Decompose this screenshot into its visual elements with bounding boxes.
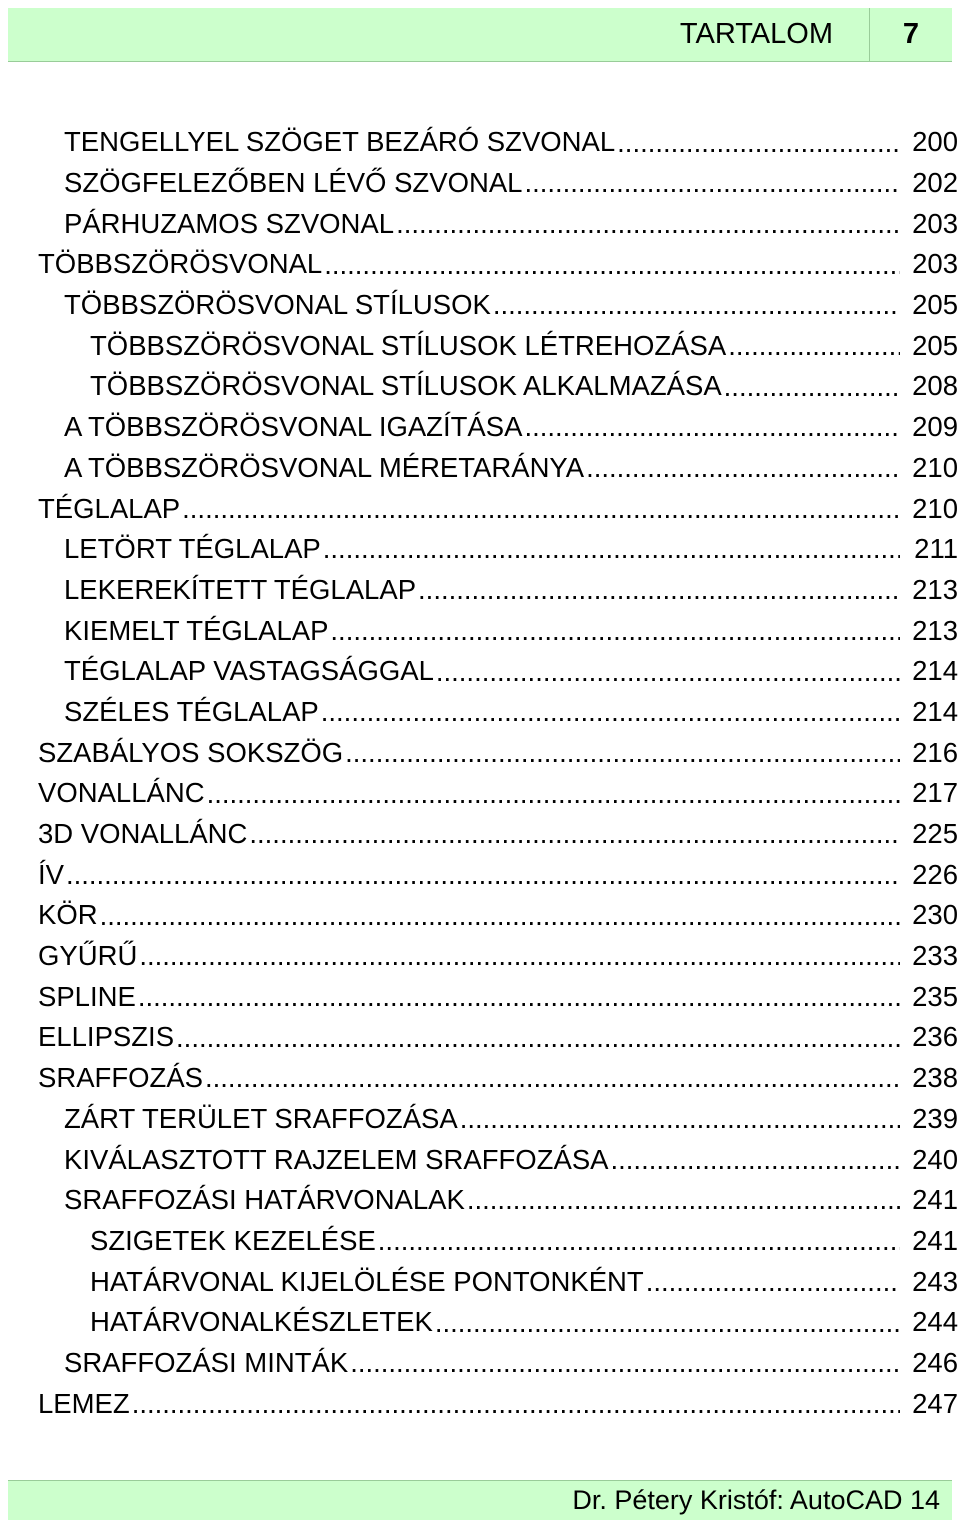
toc-entry-page: 244	[900, 1306, 960, 1338]
toc-dot-leader	[132, 1390, 900, 1418]
toc-dot-leader	[524, 169, 900, 197]
toc-entry-label: SZABÁLYOS SOKSZÖG	[38, 736, 344, 768]
toc-entry[interactable]	[0, 122, 960, 163]
toc-dot-leader	[324, 251, 900, 279]
page-header	[8, 8, 952, 62]
toc-entry[interactable]	[0, 366, 960, 407]
toc-entry-label: LEMEZ	[38, 1387, 130, 1419]
toc-dot-leader	[493, 291, 900, 319]
toc-dot-leader	[205, 1064, 900, 1092]
toc-entry-label: VONALLÁNC	[38, 777, 205, 809]
toc-entry[interactable]	[0, 570, 960, 611]
toc-entry-label: TÖBBSZÖRÖSVONAL STÍLUSOK LÉTREHOZÁSA	[90, 329, 727, 361]
toc-entry-page: 213	[900, 574, 960, 606]
toc-entry[interactable]	[0, 895, 960, 936]
toc-entry[interactable]	[0, 936, 960, 977]
toc-entry-label: SZIGETEK KEZELÉSE	[90, 1224, 376, 1256]
table-of-contents	[0, 122, 960, 1424]
toc-entry[interactable]	[0, 1221, 960, 1262]
toc-entry[interactable]	[0, 1261, 960, 1302]
toc-entry-label: KIVÁLASZTOTT RAJZELEM SRAFFOZÁSA	[64, 1143, 609, 1175]
toc-entry-label: TÖBBSZÖRÖSVONAL	[38, 248, 323, 280]
toc-entry[interactable]	[0, 285, 960, 326]
toc-entry[interactable]	[0, 1383, 960, 1424]
toc-entry-page: 203	[900, 248, 960, 280]
toc-dot-leader	[321, 698, 900, 726]
page-footer	[8, 1480, 952, 1520]
toc-entry[interactable]	[0, 692, 960, 733]
toc-entry-page: 210	[900, 493, 960, 525]
toc-entry-page: 236	[900, 1021, 960, 1053]
toc-dot-leader	[139, 942, 900, 970]
toc-entry[interactable]	[0, 1099, 960, 1140]
toc-entry-label: SRAFFOZÁS	[38, 1062, 204, 1094]
toc-dot-leader	[66, 861, 900, 889]
header-page-number: 7	[902, 18, 920, 50]
toc-entry[interactable]	[0, 610, 960, 651]
toc-dot-leader	[435, 1309, 900, 1337]
toc-entry-label: ZÁRT TERÜLET SRAFFOZÁSA	[64, 1102, 458, 1134]
toc-entry-page: 239	[900, 1103, 960, 1135]
toc-entry-page: 210	[900, 452, 960, 484]
toc-entry[interactable]	[0, 1343, 960, 1384]
toc-entry-page: 214	[900, 696, 960, 728]
toc-entry-page: 241	[900, 1225, 960, 1257]
toc-entry-label: TENGELLYEL SZÖGET BEZÁRÓ SZVONAL	[64, 126, 616, 158]
toc-dot-leader	[460, 1105, 900, 1133]
toc-entry-page: 202	[900, 167, 960, 199]
toc-dot-leader	[100, 902, 900, 930]
toc-dot-leader	[617, 129, 900, 157]
toc-entry-label: SZÉLES TÉGLALAP	[64, 695, 319, 727]
toc-dot-leader	[646, 1268, 900, 1296]
toc-dot-leader	[330, 617, 900, 645]
toc-entry[interactable]	[0, 163, 960, 204]
toc-entry-label: HATÁRVONAL KIJELÖLÉSE PONTONKÉNT	[90, 1265, 644, 1297]
toc-entry[interactable]	[0, 203, 960, 244]
toc-entry[interactable]	[0, 1017, 960, 1058]
toc-dot-leader	[176, 1024, 900, 1052]
toc-dot-leader	[345, 739, 900, 767]
toc-entry-label: TÖBBSZÖRÖSVONAL STÍLUSOK	[64, 289, 491, 321]
toc-dot-leader	[323, 535, 900, 563]
toc-entry[interactable]	[0, 732, 960, 773]
toc-entry-label: GYŰRŰ	[38, 940, 138, 972]
toc-entry[interactable]	[0, 854, 960, 895]
toc-entry-label: TÖBBSZÖRÖSVONAL STÍLUSOK ALKALMAZÁSA	[90, 370, 722, 402]
toc-entry[interactable]	[0, 244, 960, 285]
toc-entry[interactable]	[0, 1180, 960, 1221]
toc-entry[interactable]	[0, 976, 960, 1017]
toc-entry-page: 230	[900, 899, 960, 931]
toc-entry-label: SRAFFOZÁSI MINTÁK	[64, 1346, 349, 1378]
toc-dot-leader	[396, 210, 900, 238]
toc-entry-page: 205	[900, 289, 960, 321]
toc-entry[interactable]	[0, 773, 960, 814]
toc-entry-label: ELLIPSZIS	[38, 1021, 175, 1053]
header-title: TARTALOM	[679, 18, 833, 50]
toc-entry[interactable]	[0, 1058, 960, 1099]
toc-entry-page: 225	[900, 818, 960, 850]
footer-text: Dr. Pétery Kristóf: AutoCAD 14	[572, 1485, 940, 1515]
toc-dot-leader	[524, 413, 900, 441]
toc-entry-page: 209	[900, 411, 960, 443]
toc-entry-label: PÁRHUZAMOS SZVONAL	[64, 207, 395, 239]
toc-entry-page: 203	[900, 208, 960, 240]
toc-entry-page: 216	[900, 737, 960, 769]
toc-entry-label: SZÖGFELEZŐBEN LÉVŐ SZVONAL	[64, 167, 523, 199]
toc-entry[interactable]	[0, 529, 960, 570]
toc-entry-label: 3D VONALLÁNC	[38, 818, 248, 850]
toc-dot-leader	[182, 495, 900, 523]
toc-entry-page: 243	[900, 1266, 960, 1298]
toc-entry-label: SPLINE	[38, 980, 136, 1012]
toc-entry-label: LETÖRT TÉGLALAP	[64, 533, 321, 565]
toc-entry-page: 205	[900, 330, 960, 362]
toc-dot-leader	[350, 1349, 900, 1377]
toc-entry-page: 208	[900, 370, 960, 402]
toc-entry-page: 241	[900, 1184, 960, 1216]
toc-entry-page: 233	[900, 940, 960, 972]
toc-entry[interactable]	[0, 1139, 960, 1180]
toc-entry-label: A TÖBBSZÖRÖSVONAL MÉRETARÁNYA	[64, 451, 585, 483]
toc-entry-label: TÉGLALAP VASTAGSÁGGAL	[64, 655, 434, 687]
toc-dot-leader	[724, 373, 900, 401]
toc-entry[interactable]	[0, 651, 960, 692]
toc-dot-leader	[138, 983, 900, 1011]
toc-entry[interactable]	[0, 1302, 960, 1343]
toc-dot-leader	[728, 332, 900, 360]
toc-entry-label: TÉGLALAP	[38, 492, 181, 524]
toc-entry-page: 213	[900, 615, 960, 647]
toc-entry[interactable]	[0, 325, 960, 366]
toc-dot-leader	[436, 658, 900, 686]
toc-dot-leader	[207, 780, 900, 808]
toc-dot-leader	[418, 576, 900, 604]
toc-entry-page: 238	[900, 1062, 960, 1094]
toc-entry[interactable]	[0, 814, 960, 855]
toc-entry-page: 235	[900, 981, 960, 1013]
toc-entry[interactable]	[0, 448, 960, 489]
toc-entry-page: 214	[900, 655, 960, 687]
toc-entry-label: LEKEREKÍTETT TÉGLALAP	[64, 573, 417, 605]
toc-entry-page: 247	[900, 1388, 960, 1420]
toc-entry-label: A TÖBBSZÖRÖSVONAL IGAZÍTÁSA	[64, 411, 523, 443]
toc-entry[interactable]	[0, 407, 960, 448]
toc-entry-label: ÍV	[38, 858, 64, 890]
toc-entry-page: 226	[900, 859, 960, 891]
toc-entry-label: KÖR	[38, 899, 98, 931]
toc-entry-page: 200	[900, 126, 960, 158]
toc-entry-label: SRAFFOZÁSI HATÁRVONALAK	[64, 1184, 465, 1216]
toc-dot-leader	[586, 454, 900, 482]
toc-entry-page: 211	[900, 533, 960, 565]
toc-dot-leader	[378, 1227, 900, 1255]
toc-entry-label: KIEMELT TÉGLALAP	[64, 614, 329, 646]
toc-dot-leader	[467, 1186, 900, 1214]
toc-entry-page: 217	[900, 777, 960, 809]
toc-entry-page: 240	[900, 1144, 960, 1176]
toc-dot-leader	[249, 820, 900, 848]
toc-entry-label: HATÁRVONALKÉSZLETEK	[90, 1306, 433, 1338]
toc-dot-leader	[611, 1146, 900, 1174]
toc-entry-page: 246	[900, 1347, 960, 1379]
toc-entry[interactable]	[0, 488, 960, 529]
